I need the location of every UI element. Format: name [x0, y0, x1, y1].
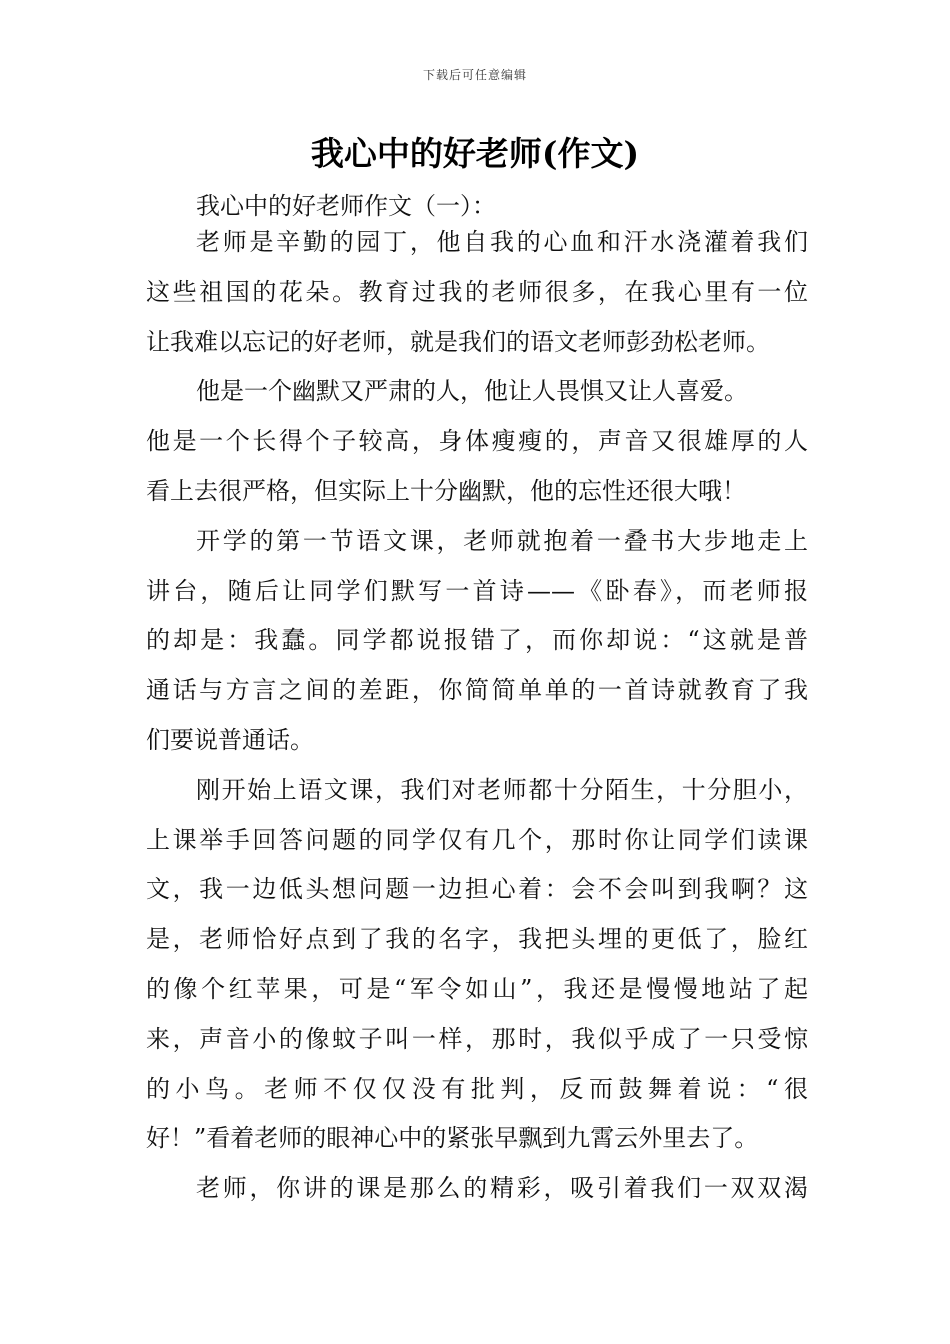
text-line: 来，声音小的像蚊子叫一样，那时，我似乎成了一只受惊: [146, 1025, 808, 1053]
document-title: 我心中的好老师(作文): [310, 134, 640, 173]
text-line: 让我难以忘记的好老师，就是我们的语文老师彭劲松老师。: [146, 328, 770, 356]
text-line: 开学的第一节语文课，老师就抱着一叠书大步地走上: [196, 527, 808, 555]
text-line: 的小鸟。老师不仅仅没有批判，反而鼓舞着说：“很: [146, 1075, 808, 1103]
text-line: 这些祖国的花朵。教育过我的老师很多，在我心里有一位: [146, 278, 808, 306]
header-note: 下载后可任意编辑: [422, 68, 527, 82]
text-line: 好！”看着老师的眼神心中的紧张早飘到九霄云外里去了。: [146, 1124, 759, 1152]
text-line: 是，老师恰好点到了我的名字，我把头埋的更低了，脸红: [146, 925, 808, 953]
text-line: 文，我一边低头想问题一边担心着：会不会叫到我啊？这: [146, 875, 808, 903]
text-line: 的却是：我蠢。同学都说报错了，而你却说：“这就是普: [146, 626, 808, 654]
text-line: 们要说普通话。: [146, 726, 314, 754]
text-line: 刚开始上语文课，我们对老师都十分陌生，十分胆小，: [196, 776, 808, 804]
section-subtitle: 我心中的好老师作文（一）：: [196, 192, 496, 220]
text-line: 讲台，随后让同学们默写一首诗——《卧春》，而老师报: [146, 577, 808, 605]
text-line: 上课举手回答问题的同学仅有几个，那时你让同学们读课: [146, 826, 808, 854]
text-line: 老师，你讲的课是那么的精彩，吸引着我们一双双渴: [196, 1174, 808, 1202]
text-line: 他是一个幽默又严肃的人，他让人畏惧又让人喜爱。: [196, 377, 748, 405]
text-line: 看上去很严格，但实际上十分幽默，他的忘性还很大哦！: [146, 477, 746, 505]
text-line: 的像个红苹果，可是“军令如山”，我还是慢慢地站了起: [146, 975, 808, 1003]
text-line: 老师是辛勤的园丁，他自我的心血和汗水浇灌着我们: [196, 228, 808, 256]
text-line: 他是一个长得个子较高，身体瘦瘦的，声音又很雄厚的人: [146, 427, 808, 455]
text-line: 通话与方言之间的差距，你简简单单的一首诗就教育了我: [146, 676, 808, 704]
